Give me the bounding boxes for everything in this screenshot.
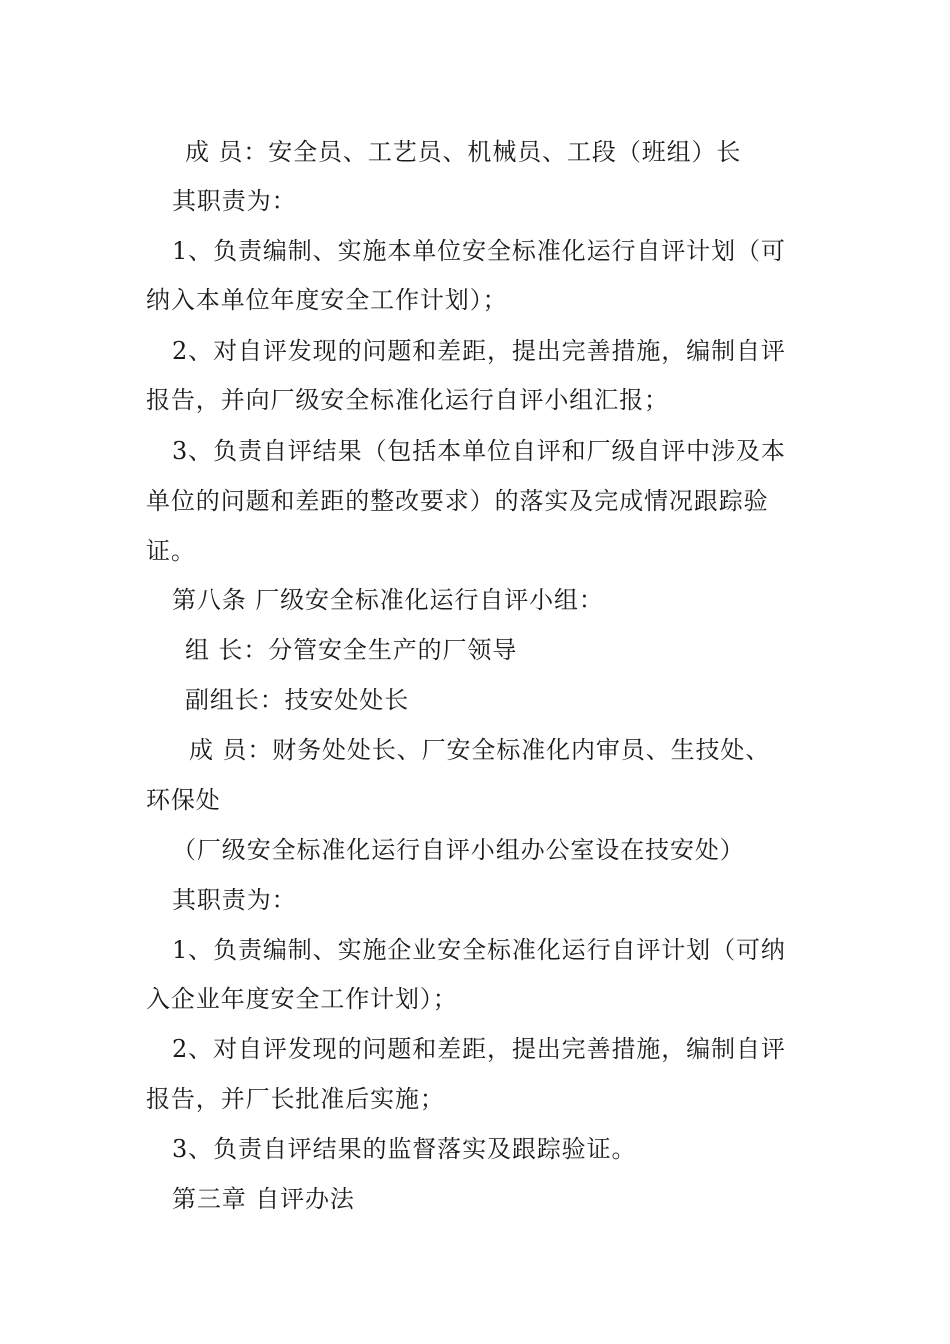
text-line: 1、负责编制、实施企业安全标准化运行自评计划（可纳 (172, 936, 786, 964)
text-line: 2、对自评发现的问题和差距，提出完善措施，编制自评 (172, 337, 786, 365)
text-line: 组 长：分管安全生产的厂领导 (185, 636, 518, 664)
text-line: 报告，并厂长批准后实施； (146, 1085, 445, 1113)
text-line: 其职责为： (172, 886, 297, 914)
section-heading: 第八条 厂级安全标准化运行自评小组： (172, 586, 604, 614)
chapter-heading: 第三章 自评办法 (172, 1185, 355, 1213)
text-line: 其职责为： (172, 187, 297, 215)
text-line: 3、负责自评结果（包括本单位自评和厂级自评中涉及本 (172, 437, 786, 465)
text-line: 单位的问题和差距的整改要求）的落实及完成情况跟踪验 (146, 487, 769, 515)
text-line: 证。 (146, 537, 196, 565)
text-line: 报告，并向厂级安全标准化运行自评小组汇报； (146, 386, 669, 414)
text-line: （厂级安全标准化运行自评小组办公室设在技安处） (172, 836, 745, 864)
text-line: 副组长：技安处处长 (185, 686, 410, 714)
text-line: 纳入本单位年度安全工作计划）； (146, 286, 508, 314)
text-line: 2、对自评发现的问题和差距，提出完善措施，编制自评 (172, 1035, 786, 1063)
text-line: 入企业年度安全工作计划）； (146, 985, 458, 1013)
text-line: 环保处 (146, 786, 221, 814)
text-line: 成 员：财务处处长、厂安全标准化内审员、生技处、 (189, 736, 771, 764)
text-line: 3、负责自评结果的监督落实及跟踪验证。 (172, 1135, 637, 1163)
text-line: 1、负责编制、实施本单位安全标准化运行自评计划（可 (172, 237, 786, 265)
text-line: 成 员：安全员、工艺员、机械员、工段（班组）长 (185, 138, 742, 166)
